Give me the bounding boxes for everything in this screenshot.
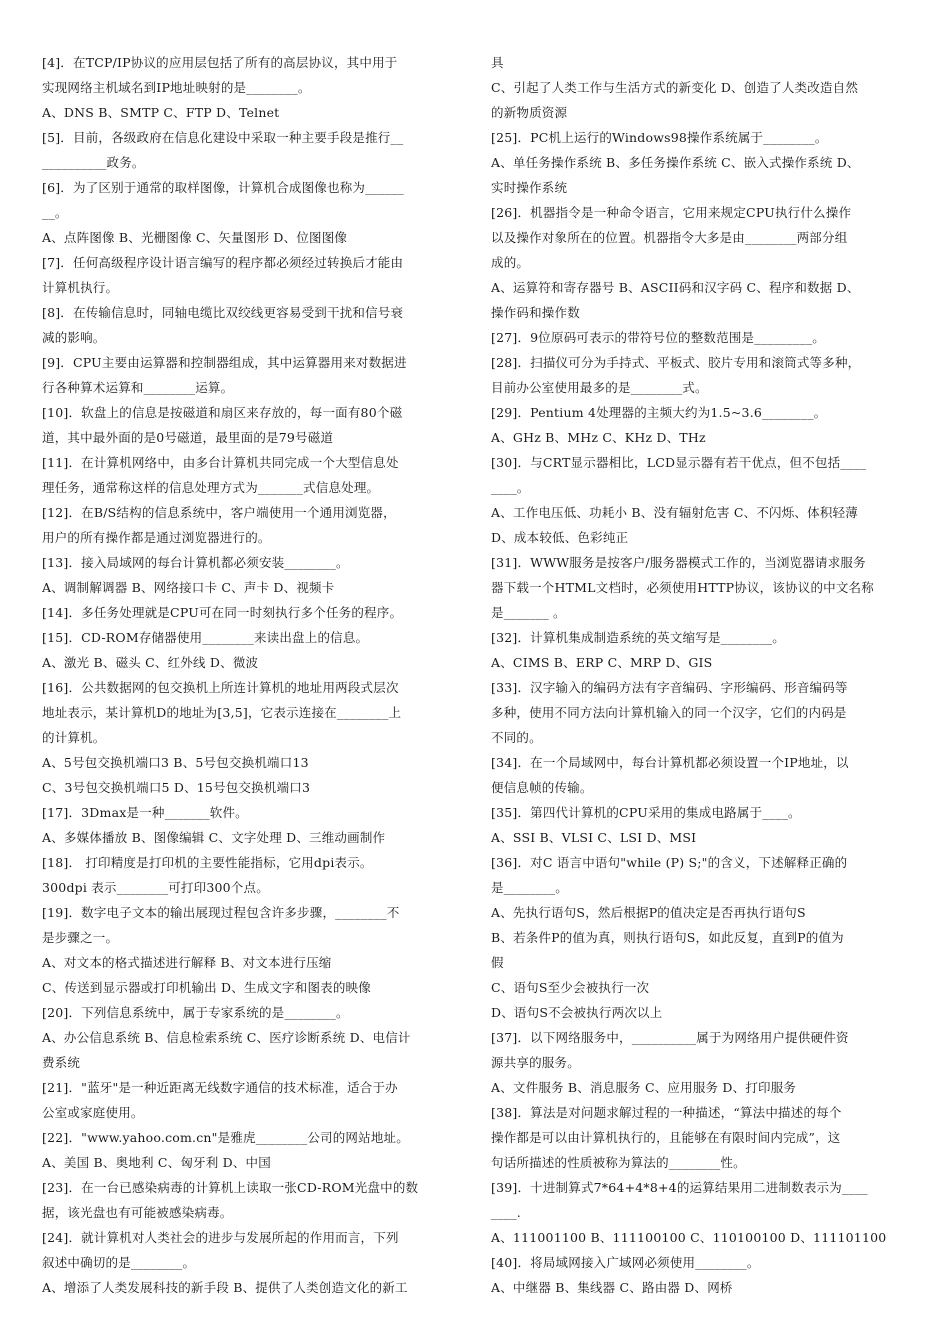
right-column-line: 目前办公室使用最多的是________式。 bbox=[491, 380, 708, 395]
left-column-line: [19]．数字电子文本的输出展现过程包含许多步骤，________不 bbox=[42, 905, 400, 920]
right-column-line: A、111001100 B、111100100 C、110100100 D、111101100 bbox=[491, 1230, 887, 1245]
right-column-line: [36]．对C 语言中语句"while (P) S;"的含义，下述解释正确的 bbox=[491, 855, 848, 870]
left-column-line: [4]．在TCP/IP协议的应用层包括了所有的高层协议，其中用于 bbox=[42, 55, 398, 70]
left-column-line: 地址表示，某计算机D的地址为[3,5]，它表示连接在________上 bbox=[42, 705, 402, 720]
left-column-line: A、美国 B、奥地利 C、匈牙利 D、中国 bbox=[42, 1155, 271, 1170]
left-column-line: [16]．公共数据网的包交换机上所连计算机的地址用两段式层次 bbox=[42, 680, 399, 695]
right-column-line: A、中继器 B、集线器 C、路由器 D、网桥 bbox=[491, 1280, 733, 1295]
left-column-line: 叙述中确切的是________。 bbox=[42, 1255, 196, 1270]
left-column-line: A、激光 B、磁头 C、红外线 D、微波 bbox=[42, 655, 259, 670]
right-column-line: 源共享的服务。 bbox=[491, 1055, 580, 1070]
left-column-line: A、DNS B、SMTP C、FTP D、Telnet bbox=[42, 105, 280, 120]
left-column-line: [14]．多任务处理就是CPU可在同一时刻执行多个任务的程序。 bbox=[42, 605, 403, 620]
right-column-line: D、成本较低、色彩纯正 bbox=[491, 530, 629, 545]
right-column-line: 是_______ 。 bbox=[491, 605, 566, 620]
right-column-line: [26]．机器指令是一种命令语言，它用来规定CPU执行什么操作 bbox=[491, 205, 852, 220]
right-column-line: A、先执行语句S，然后根据P的值决定是否再执行语句S bbox=[491, 905, 806, 920]
right-column bbox=[491, 50, 916, 1300]
left-column-line: [20]．下列信息系统中，属于专家系统的是________。 bbox=[42, 1005, 349, 1020]
left-column-line: A、增添了人类发展科技的新手段 B、提供了人类创造文化的新工 bbox=[42, 1280, 408, 1295]
right-column-line: 不同的。 bbox=[491, 730, 542, 745]
left-column-line: [22]．"www.yahoo.com.cn"是雅虎________公司的网站地址。 bbox=[42, 1130, 409, 1145]
left-column-line: [21]．"蓝牙"是一种近距离无线数字通信的技术标准，适合于办 bbox=[42, 1080, 398, 1095]
left-column-line: __________政务。 bbox=[42, 155, 145, 170]
right-column-line: A、运算符和寄存器号 B、ASCII码和汉字码 C、程序和数据 D、 bbox=[491, 280, 860, 295]
left-column-line: [11]．在计算机网络中，由多台计算机共同完成一个大型信息处 bbox=[42, 455, 399, 470]
right-column-line: 具 bbox=[491, 55, 504, 70]
right-column-line: [33]．汉字输入的编码方法有字音编码、字形编码、形音编码等 bbox=[491, 680, 848, 695]
right-column-line: 实时操作系统 bbox=[491, 180, 568, 195]
left-column-line: 减的影响。 bbox=[42, 330, 106, 345]
right-column-line: [27]．9位原码可表示的带符号位的整数范围是_________。 bbox=[491, 330, 825, 345]
left-column-line: C、传送到显示器或打印机输出 D、生成文字和图表的映像 bbox=[42, 980, 371, 995]
left-column-line: A、办公信息系统 B、信息检索系统 C、医疗诊断系统 D、电信计 bbox=[42, 1030, 411, 1045]
left-column-line: 计算机执行。 bbox=[42, 280, 119, 295]
left-column-line: __。 bbox=[42, 205, 68, 220]
right-column-line: 句话所描述的性质被称为算法的________性。 bbox=[491, 1155, 746, 1170]
left-column-line: C、3号包交换机端口5 D、15号包交换机端口3 bbox=[42, 780, 311, 795]
right-column-line: A、文件服务 B、消息服务 C、应用服务 D、打印服务 bbox=[491, 1080, 797, 1095]
right-column-line: [28]．扫描仪可分为手持式、平板式、胶片专用和滚筒式等多种， bbox=[491, 355, 861, 370]
left-column-line: [9]．CPU主要由运算器和控制器组成，其中运算器用来对数据进 bbox=[42, 355, 407, 370]
right-column-line: A、SSI B、VLSI C、LSI D、MSI bbox=[491, 830, 697, 845]
right-column-line: [30]．与CRT显示器相比，LCD显示器有若干优点，但不包括____ bbox=[491, 455, 867, 470]
right-column-line: 器下载一个HTML文档时，必须使用HTTP协议，该协议的中文名称 bbox=[491, 580, 874, 595]
right-column-line: A、工作电压低、功耗小 B、没有辐射危害 C、不闪烁、体积轻薄 bbox=[491, 505, 858, 520]
right-column-line: 便信息帧的传输。 bbox=[491, 780, 593, 795]
left-column-line: A、对文本的格式描述进行解释 B、对文本进行压缩 bbox=[42, 955, 332, 970]
right-column-line: D、语句S不会被执行两次以上 bbox=[491, 1005, 663, 1020]
left-column-line: [7]．任何高级程序设计语言编写的程序都必须经过转换后才能由 bbox=[42, 255, 404, 270]
left-column-line: 行各种算术运算和________运算。 bbox=[42, 380, 234, 395]
right-column-line: 操作码和操作数 bbox=[491, 305, 580, 320]
right-column-line: 多种，使用不同方法向计算机输入的同一个汉字，它们的内码是 bbox=[491, 705, 847, 720]
left-column-line: A、5号包交换机端口3 B、5号包交换机端口13 bbox=[42, 755, 309, 770]
left-column-line: [13]．接入局域网的每台计算机都必须安装________。 bbox=[42, 555, 349, 570]
left-column-line: 用户的所有操作都是通过浏览器进行的。 bbox=[42, 530, 271, 545]
left-column-line: [10]．软盘上的信息是按磁道和扇区来存放的，每一面有80个磁 bbox=[42, 405, 403, 420]
right-column-line: 假 bbox=[491, 955, 504, 970]
right-column-line: 操作都是可以由计算机执行的，且能够在有限时间内完成”，这 bbox=[491, 1130, 841, 1145]
right-column-line: [31]．WWW服务是按客户/服务器模式工作的，当浏览器请求服务 bbox=[491, 555, 866, 570]
left-column-line: [18]． 打印精度是打印机的主要性能指标，它用dpi表示。 bbox=[42, 855, 373, 870]
right-column-line: A、单任务操作系统 B、多任务操作系统 C、嵌入式操作系统 D、 bbox=[491, 155, 860, 170]
right-column-line: C、引起了人类工作与生活方式的新变化 D、创造了人类改造自然 bbox=[491, 80, 859, 95]
left-column-line: 300dpi 表示________可打印300个点。 bbox=[42, 880, 269, 895]
left-column-line: [15]．CD-ROM存储器使用________来读出盘上的信息。 bbox=[42, 630, 369, 645]
right-column-line: 的新物质资源 bbox=[491, 105, 568, 120]
right-column-line: 是________。 bbox=[491, 880, 569, 895]
left-column-line: 道，其中最外面的是0号磁道，最里面的是79号磁道 bbox=[42, 430, 334, 445]
left-column-line: A、多媒体播放 B、图像编辑 C、文字处理 D、三维动画制作 bbox=[42, 830, 386, 845]
left-column-line: [24]．就计算机对人类社会的进步与发展所起的作用而言，下列 bbox=[42, 1230, 399, 1245]
left-column-line: [5]．目前，各级政府在信息化建设中采取一种主要手段是推行__ bbox=[42, 130, 404, 145]
left-column-line: A、调制解调器 B、网络接口卡 C、声卡 D、视频卡 bbox=[42, 580, 335, 595]
left-column-line: A、点阵图像 B、光栅图像 C、矢量图形 D、位图图像 bbox=[42, 230, 348, 245]
right-column-line: 以及操作对象所在的位置。机器指令大多是由________两部分组 bbox=[491, 230, 848, 245]
left-column-line: 的计算机。 bbox=[42, 730, 106, 745]
left-column-line: [23]．在一台已感染病毒的计算机上读取一张CD-ROM光盘中的数 bbox=[42, 1180, 419, 1195]
right-column-line: [40]．将局域网接入广域网必须使用________。 bbox=[491, 1255, 760, 1270]
left-column-line: [8]．在传输信息时，同轴电缆比双绞线更容易受到干扰和信号衰 bbox=[42, 305, 404, 320]
right-column-line: [34]．在一个局域网中，每台计算机都必须设置一个IP地址，以 bbox=[491, 755, 849, 770]
left-column-line: 公室或家庭使用。 bbox=[42, 1105, 144, 1120]
right-column-line: B、若条件P的值为真，则执行语句S，如此反复，直到P的值为 bbox=[491, 930, 844, 945]
left-column-line: [12]．在B/S结构的信息系统中，客户端使用一个通用浏览器， bbox=[42, 505, 396, 520]
left-column-line: 实现网络主机域名到IP地址映射的是________。 bbox=[42, 80, 311, 95]
right-column-line: [32]．计算机集成制造系统的英文缩写是________。 bbox=[491, 630, 785, 645]
left-column-line: 理任务，通常称这样的信息处理方式为_______式信息处理。 bbox=[42, 480, 380, 495]
left-column-line: [6]．为了区别于通常的取样图像，计算机合成图像也称为______ bbox=[42, 180, 404, 195]
right-column-line: [29]．Pentium 4处理器的主频大约为1.5~3.6________。 bbox=[491, 405, 827, 420]
right-column-line: [38]．算法是对问题求解过程的一种描述，“算法中描述的每个 bbox=[491, 1105, 842, 1120]
right-column-line: ____. bbox=[491, 1205, 521, 1220]
right-column-line: [37]．以下网络服务中，__________属于为网络用户提供硬件资 bbox=[491, 1030, 849, 1045]
right-column-line: [35]．第四代计算机的CPU采用的集成电路属于____。 bbox=[491, 805, 801, 820]
right-column-line: A、GHz B、MHz C、KHz D、THz bbox=[491, 430, 706, 445]
left-column-line: [17]．3Dmax是一种_______软件。 bbox=[42, 805, 248, 820]
left-column bbox=[42, 50, 467, 1300]
left-column-line: 是步骤之一。 bbox=[42, 930, 119, 945]
right-column-line: 成的。 bbox=[491, 255, 530, 270]
right-column-line: ____。 bbox=[491, 480, 530, 495]
right-column-line: [39]．十进制算式7*64+4*8+4的运算结果用二进制数表示为____ bbox=[491, 1180, 868, 1195]
right-column-line: C、语句S至少会被执行一次 bbox=[491, 980, 650, 995]
right-column-line: A、CIMS B、ERP C、MRP D、GIS bbox=[491, 655, 713, 670]
left-column-line: 费系统 bbox=[42, 1055, 81, 1070]
left-column-line: 据，该光盘也有可能被感染病毒。 bbox=[42, 1205, 233, 1220]
right-column-line: [25]．PC机上运行的Windows98操作系统属于________。 bbox=[491, 130, 828, 145]
